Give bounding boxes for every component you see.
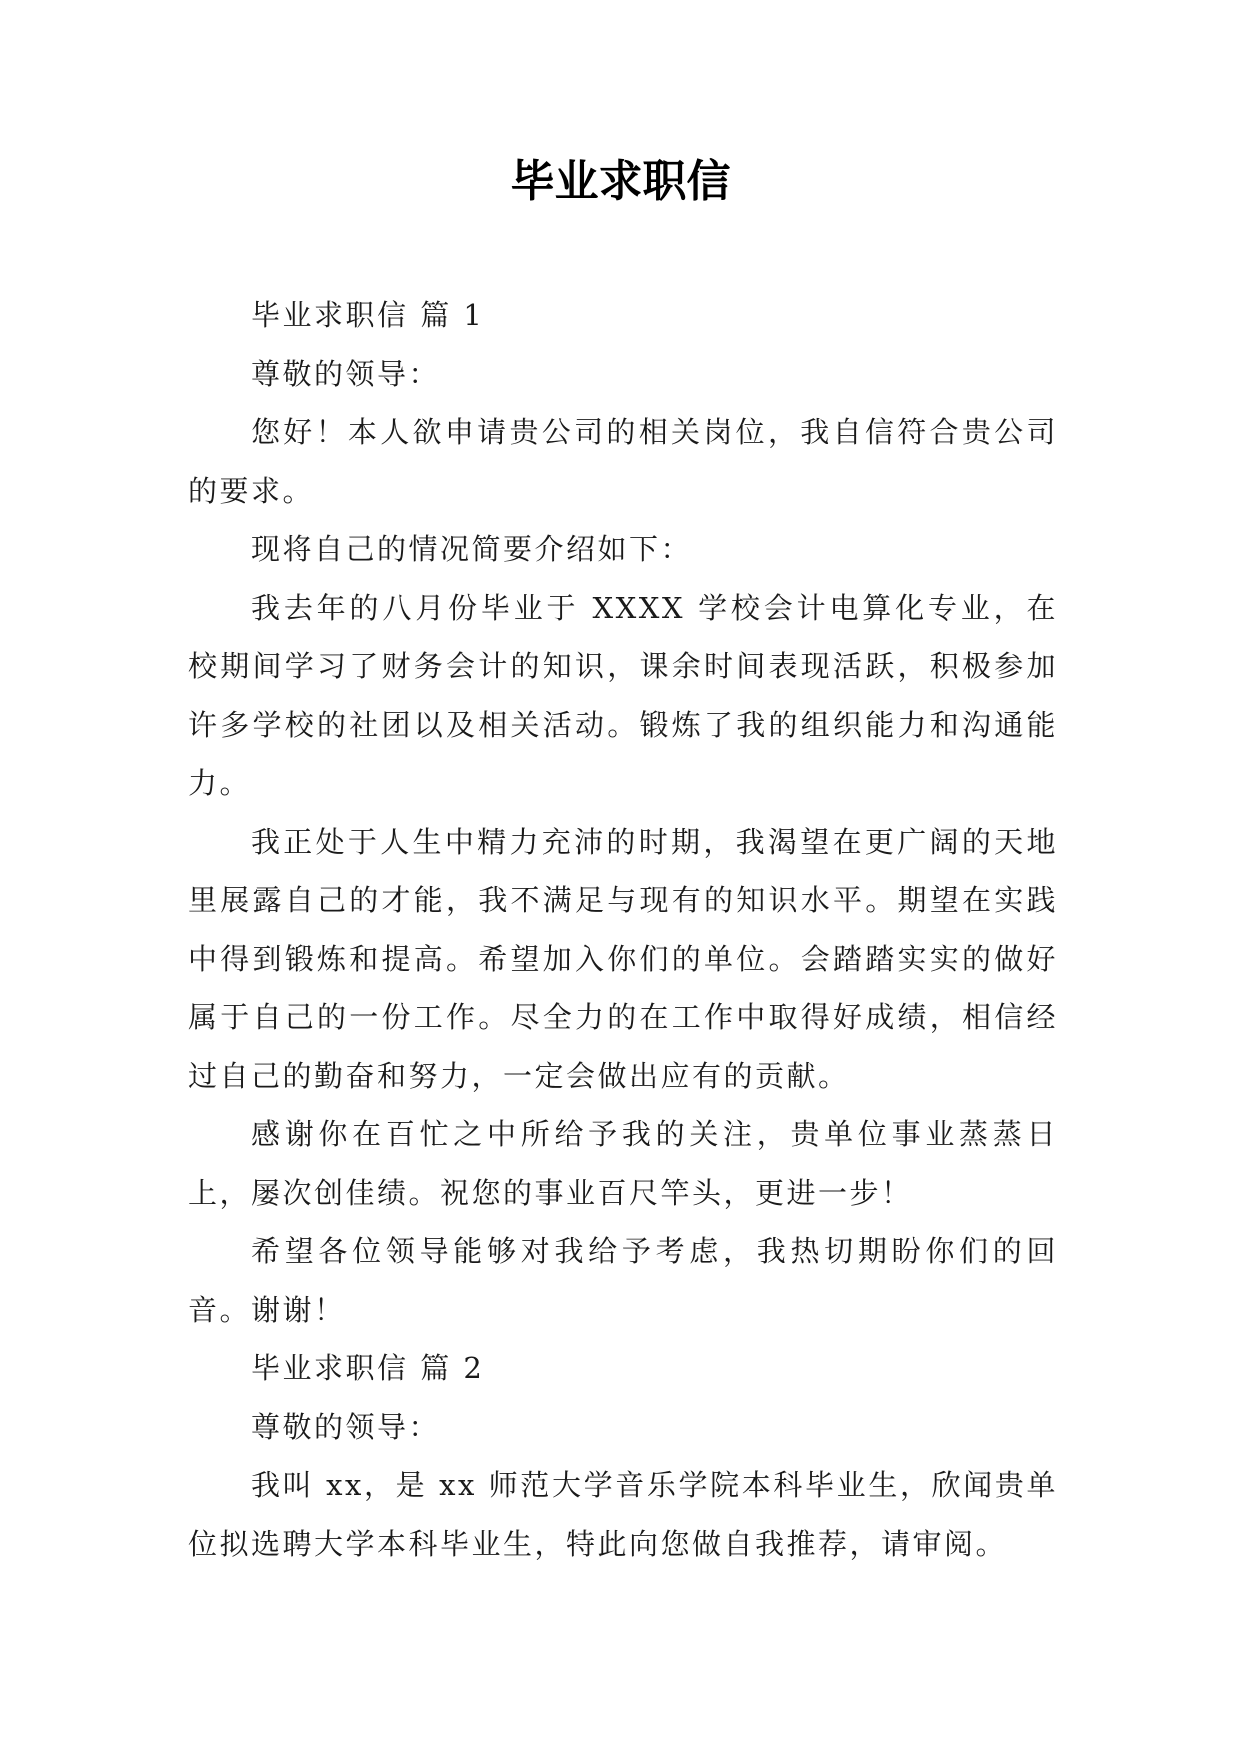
body-paragraph: 现将自己的情况简要介绍如下：: [251, 532, 693, 566]
document-body: [188, 286, 1058, 1573]
section-heading-2: 毕业求职信 篇 2: [251, 1351, 485, 1385]
document-title: 毕业求职信: [510, 156, 731, 207]
body-paragraph: 希望各位领导能够对我给予考虑，我热切期盼你们的回音。谢谢！: [188, 1234, 1058, 1327]
salutation: 尊敬的领导：: [251, 1409, 441, 1444]
body-paragraph: 我去年的八月份毕业于 XXXX 学校会计电算化专业，在校期间学习了财务会计的知识，课余时间表现活跃，积极参加许多学校的社团以及相关活动。锻炼了我的组织能力和沟通能力。: [188, 590, 1058, 800]
body-paragraph: 我正处于人生中精力充沛的时期，我渴望在更广阔的天地里展露自己的才能，我不满足与现有的知识水平。期望在实践中得到锻炼和提高。希望加入你们的单位。会踏踏实实的做好属于自己的一份工作。尽全力的在工作中取得好成绩，相信经过自己的勤奋和努力，一定会做出应有的贡献。: [188, 824, 1058, 1093]
salutation: 尊敬的领导：: [251, 356, 441, 391]
section-heading-1: 毕业求职信 篇 1: [251, 298, 485, 332]
body-paragraph: 感谢你在百忙之中所给予我的关注，贵单位事业蒸蒸日上，屡次创佳绩。祝您的事业百尺竿头，更进一步！: [188, 1117, 1058, 1210]
body-paragraph: 我叫 xx，是 xx 师范大学音乐学院本科毕业生，欣闻贵单位拟选聘大学本科毕业生，特此向您做自我推荐，请审阅。: [188, 1468, 1058, 1561]
body-paragraph: 您好！本人欲申请贵公司的相关岗位，我自信符合贵公司的要求。: [188, 415, 1058, 508]
